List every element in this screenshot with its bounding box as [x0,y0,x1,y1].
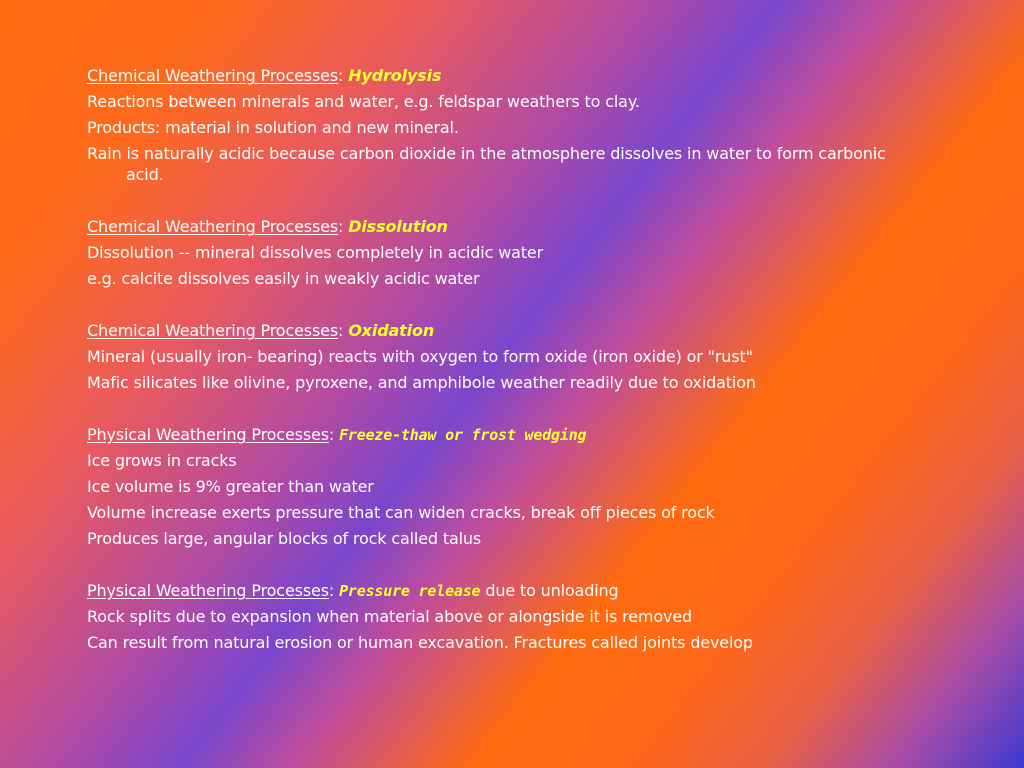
body-line: Volume increase exerts pressure that can widen cracks, break off pieces of rock [87,503,715,522]
heading-topic: Hydrolysis [348,66,442,85]
heading-separator: : [338,321,349,340]
heading-topic: Oxidation [348,321,435,340]
body-line: Rock splits due to expansion when material above or alongside it is removed [87,607,693,626]
body-line: Rain is naturally acidic because carbon dioxide in the atmosphere dissolves in water to form carbonic acid. [87,144,886,184]
body-line: Can result from natural erosion or human excavation. Fractures called joints develop [87,633,753,652]
section-freeze-thaw [87,422,907,552]
section-heading [87,422,907,448]
slide-content [87,63,907,682]
heading-main: Chemical Weathering Processes [87,217,339,236]
heading-topic: Dissolution [348,217,448,236]
section-oxidation [87,318,907,396]
heading-separator: : [338,217,349,236]
section-heading [87,63,907,89]
heading-main: Physical Weathering Processes [87,581,329,600]
heading-separator: : [338,66,349,85]
section-pressure-release [87,578,907,656]
body-line: Ice volume is 9% greater than water [87,477,374,496]
body-line: Mafic silicates like olivine, pyroxene, and amphibole weather readily due to oxidation [87,373,756,392]
heading-suffix: due to unloading [480,581,619,600]
body-line: e.g. calcite dissolves easily in weakly acidic water [87,269,480,288]
body-line: Products: material in solution and new mineral. [87,118,459,137]
section-hydrolysis [87,63,907,188]
section-dissolution [87,214,907,292]
heading-topic: Freeze-thaw or frost wedging [339,426,587,444]
body-line: Produces large, angular blocks of rock called talus [87,529,482,548]
heading-separator: : [328,425,340,444]
heading-main: Chemical Weathering Processes [87,321,339,340]
section-heading [87,578,907,604]
section-heading [87,318,907,344]
body-line: Ice grows in cracks [87,451,237,470]
body-line: Reactions between minerals and water, e.g. feldspar weathers to clay. [87,92,640,111]
body-line: Mineral (usually iron- bearing) reacts with oxygen to form oxide (iron oxide) or "rust" [87,347,753,366]
section-heading [87,214,907,240]
heading-main: Physical Weathering Processes [87,425,329,444]
heading-topic: Pressure release [339,582,481,600]
heading-separator: : [328,581,340,600]
heading-main: Chemical Weathering Processes [87,66,339,85]
body-line: Dissolution -- mineral dissolves completely in acidic water [87,243,544,262]
